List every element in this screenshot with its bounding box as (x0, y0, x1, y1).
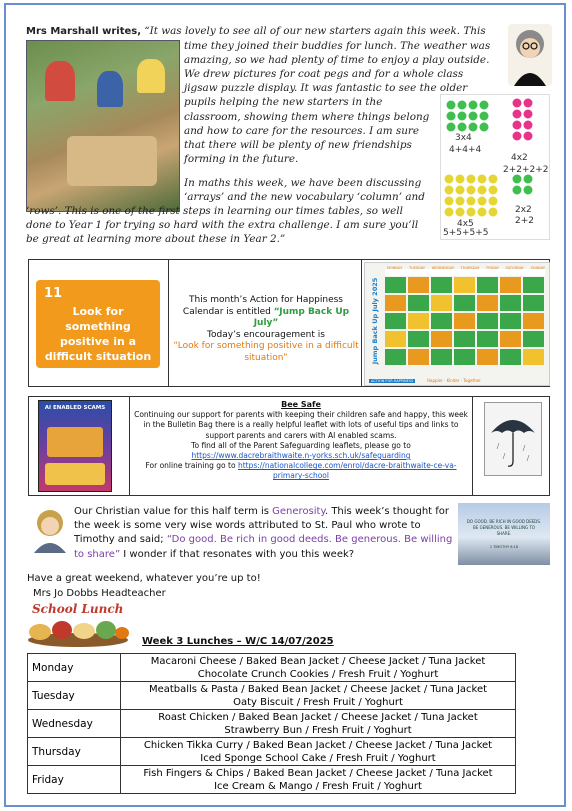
table-row (28, 738, 516, 766)
lunch-day: Monday (28, 654, 121, 682)
signoff-name: Mrs Jo Dobbs Headteacher (33, 588, 166, 599)
ai-scams-poster (38, 400, 112, 492)
lunch-day: Wednesday (28, 710, 121, 738)
menu-dessert-line: Oaty Biscuit / Fresh Fruit / Yoghurt (233, 696, 403, 708)
happiness-calendar-image (364, 262, 550, 386)
lunch-menu (121, 654, 516, 682)
scripture-image-text: DO GOOD. BE RICH IN GOOD DEEDS. BE GENEROUS. BE WILLING TO SHARE. (466, 519, 542, 536)
head-teacher-avatar (30, 505, 70, 553)
umbrella-drawing (484, 402, 542, 476)
calendar-tile (385, 331, 406, 347)
calendar-tile (523, 349, 544, 365)
text-line: ‘rows’. This is one of the first steps in learning our times tables, so well (26, 205, 403, 218)
calendar-tile (500, 295, 521, 311)
calendar-tile (408, 331, 429, 347)
table-row (28, 766, 516, 794)
teacher-text-block (26, 24, 496, 246)
menu-main-line: Roast Chicken / Baked Bean Jacket / Cheese Jacket / Tuna Jacket (158, 711, 478, 723)
calendar-tile (500, 331, 521, 347)
calendar-title-highlight: “Jump Back Up July” (253, 306, 350, 329)
happiness-line: This month’s Action for Happiness (189, 295, 343, 305)
calendar-tile (454, 313, 475, 329)
lunch-day: Friday (28, 766, 121, 794)
card-number: 11 (44, 286, 63, 301)
text-line: classroom, showing them where things belong (184, 110, 430, 123)
menu-dessert-line: Strawberry Bun / Fresh Fruit / Yoghurt (224, 724, 412, 736)
calendar-tile (385, 277, 406, 293)
text-line: We drew pictures for coat pegs and for a whole class (184, 68, 464, 81)
calendar-tile (477, 313, 498, 329)
calendar-tile (523, 313, 544, 329)
signoff-line: Have a great weekend, whatever you’re up to! (27, 573, 261, 584)
menu-main-line: Meatballs & Pasta / Baked Bean Jacket / Cheese Jacket / Tuna Jacket (148, 683, 488, 695)
poster-title: AI ENABLED SCAMS (44, 405, 106, 411)
lunch-menu (121, 738, 516, 766)
christian-value-text (74, 505, 454, 562)
calendar-day: WEDNESDAY (431, 266, 455, 270)
array-label: 2+2+2+2 (503, 165, 549, 175)
calendar-tile (408, 313, 429, 329)
text-line: and how to care for the resources. I am sure (184, 124, 420, 137)
text-line: be great at learning more about these in Year 2.” (26, 233, 286, 246)
calendar-tile (500, 277, 521, 293)
scripture-quote: “Do good. Be rich in good deeds. Be generous. Be willing to share” (74, 534, 453, 560)
array-label: 4x5 (457, 219, 474, 229)
calendar-tile (523, 277, 544, 293)
menu-main-line: Macaroni Cheese / Baked Bean Jacket / Cheese Jacket / Tuna Jacket (150, 655, 486, 667)
calendar-tile (477, 331, 498, 347)
school-lunch-banner (26, 602, 130, 646)
calendar-tile (500, 313, 521, 329)
text-line: pupils helping the new starters in the (184, 96, 383, 109)
calendar-tile (408, 295, 429, 311)
online-prefix: For online training go to (145, 461, 238, 471)
lunch-day: Tuesday (28, 682, 121, 710)
menu-dessert-line: Chocolate Crunch Cookies / Fresh Fruit / Yoghurt (197, 668, 439, 680)
calendar-day: THURSDAY (460, 266, 480, 270)
section-divider (129, 397, 130, 495)
section-divider (168, 260, 169, 386)
array-label: 4+4+4 (449, 145, 482, 155)
table-row (28, 710, 516, 738)
value-text: I wonder if that resonates with you this week? (120, 548, 355, 560)
table-row (28, 682, 516, 710)
calendar-tile (477, 295, 498, 311)
school-lunch-banner-text: School Lunch (32, 602, 124, 616)
calendar-tile (523, 295, 544, 311)
scripture-image-ref: 1 TIMOTHY 6:18 (489, 545, 519, 549)
calendar-tile (431, 331, 452, 347)
happiness-line: Today’s encouragement is (207, 329, 325, 340)
text-line: done to Year 1 for trying so hard with the extra challenge. I am sure you’ll (26, 219, 419, 232)
happiness-line: Calendar is entitled (182, 306, 274, 317)
lunch-menu (121, 766, 516, 794)
calendar-footer: ACTION FOR HAPPINESS (371, 379, 414, 383)
calendar-tile (431, 313, 452, 329)
table-row (28, 654, 516, 682)
text-line: amazing, so we had plenty of time to enjoy a play outside. (184, 54, 490, 67)
calendar-tile (523, 331, 544, 347)
scripture-image (458, 503, 550, 565)
calendar-tile (477, 277, 498, 293)
calendar-tile (454, 277, 475, 293)
text-line: that there will be plenty of new friendships (184, 138, 412, 151)
beesafe-find: To find all of the Parent Safeguarding leaflets, please go to (191, 440, 411, 450)
happiness-text (170, 295, 362, 365)
calendar-title: Jump Back Up July 2025 (371, 277, 379, 365)
array-label: 2x2 (515, 205, 532, 215)
calendar-tile (431, 277, 452, 293)
calendar-tile (408, 349, 429, 365)
text-line: “It was lovely to see all of our new starters again this week. This (144, 25, 486, 37)
text-line: forming in the future. (184, 152, 299, 165)
calendar-day: FRIDAY (486, 266, 499, 270)
beesafe-text (131, 400, 471, 482)
calendar-day: MONDAY (387, 266, 403, 270)
calendar-day: SUNDAY (530, 266, 545, 270)
beesafe-title: Bee Safe (281, 400, 321, 409)
author-name: Mrs Marshall writes, (26, 26, 142, 37)
calendar-tile (408, 277, 429, 293)
array-label: 2+2 (515, 216, 534, 226)
lunch-menu (121, 682, 516, 710)
text-line: ‘arrays’ and the new vocabulary ‘column’ and (184, 191, 425, 204)
national-college-link[interactable]: https://nationalcollege.com/enrol/dacre-braithwaite-ce-va-primary-school (237, 461, 457, 481)
calendar-tile (385, 313, 406, 329)
menu-dessert-line: Ice Cream & Mango / Fresh Fruit / Yoghurt (214, 780, 422, 792)
array-label: 3x4 (455, 133, 472, 143)
encouragement-quote: “Look for something positive in a difficult situation” (173, 341, 359, 363)
text-line: jigsaw puzzle display. It was fantastic to see the older (184, 82, 468, 95)
menu-dessert-line: Iced Sponge School Cake / Fresh Fruit / Yoghurt (200, 752, 436, 764)
value-text: . This week’s thought for the week is some very wise words attributed to St. Paul who wrote to Timothy and said; (74, 506, 450, 546)
teacher-portrait (508, 24, 552, 86)
beesafe-body: Continuing our support for parents with keeping their children safe and happy, this week in the Bulletin Bag there is a really helpful leaflet with lots of useful tips and links to support parents and carers with AI enabled scams. (134, 410, 468, 440)
calendar-tile (385, 295, 406, 311)
menu-main-line: Chicken Tikka Curry / Baked Bean Jacket / Cheese Jacket / Tuna Jacket (143, 739, 493, 751)
menu-main-line: Fish Fingers & Chips / Baked Bean Jacket / Cheese Jacket / Tuna Jacket (143, 767, 493, 779)
text-line: In maths this week, we have been discussing (184, 176, 422, 189)
calendar-tile (385, 349, 406, 365)
calendar-tile (477, 349, 498, 365)
array-label: 5+5+5+5 (443, 228, 489, 238)
section-divider (472, 397, 473, 495)
lunch-menu (121, 710, 516, 738)
calendar-tile (454, 295, 475, 311)
happiness-card (36, 280, 160, 368)
text-line: time they joined their buddies for lunch. The weather was (184, 40, 491, 53)
lunch-heading: Week 3 Lunches – W/C 14/07/2025 (142, 636, 334, 647)
calendar-tile (431, 295, 452, 311)
calendar-tile (454, 331, 475, 347)
christian-value: Generosity (272, 506, 325, 517)
safeguarding-link[interactable]: https://www.dacrebraithwaite.n-yorks.sch.uk/safeguarding (191, 451, 411, 461)
calendar-tile (431, 349, 452, 365)
value-intro: Our Christian value for this half term is (74, 506, 273, 517)
array-label: 4x2 (511, 153, 528, 163)
calendar-tile (454, 349, 475, 365)
calendar-footer: Happier · Kinder · Together (427, 378, 481, 383)
arrays-photo (440, 94, 550, 240)
calendar-tile (500, 349, 521, 365)
lunch-day: Thursday (28, 738, 121, 766)
calendar-day: SATURDAY (505, 266, 524, 270)
card-text: Look for something positive in a difficult situation (44, 305, 152, 363)
calendar-day: TUESDAY (409, 266, 426, 270)
lunch-table (27, 653, 516, 794)
